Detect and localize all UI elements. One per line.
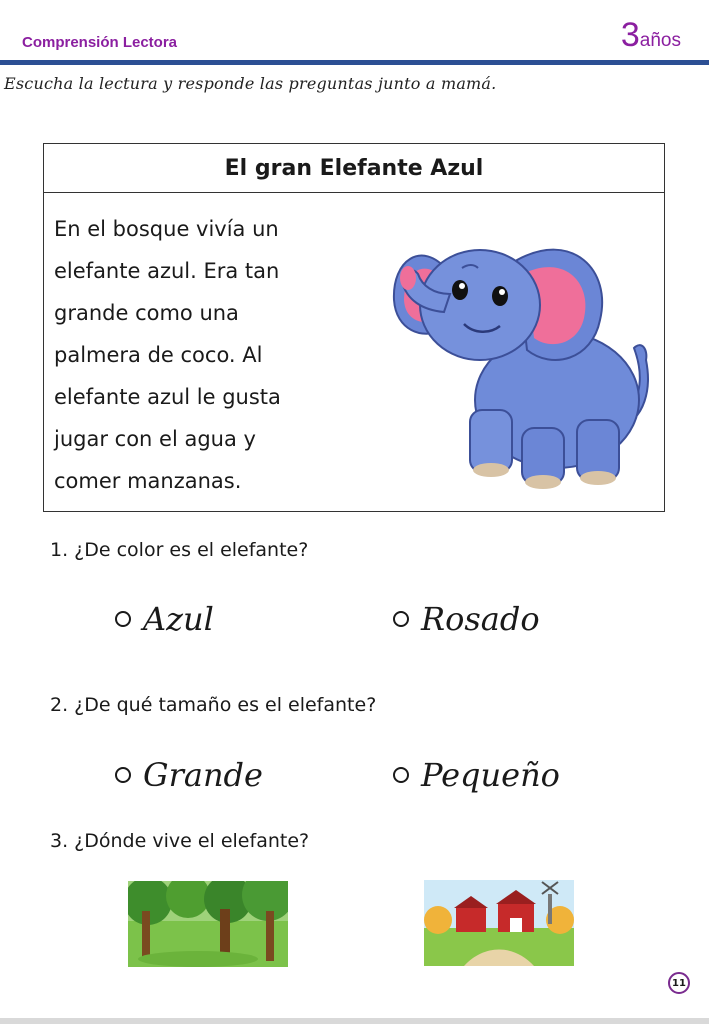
option-azul[interactable]: [115, 600, 214, 638]
page-number: 11: [668, 972, 690, 994]
story-title: El gran Elefante Azul: [224, 155, 484, 181]
story-line: jugar con el agua y: [54, 427, 256, 451]
age-word: años: [639, 30, 681, 51]
option-label: Rosado: [421, 600, 540, 638]
option-label: Pequeño: [421, 756, 560, 794]
footer-divider: [0, 1018, 709, 1024]
question-2: 2. ¿De qué tamaño es el elefante?: [50, 694, 377, 716]
option-label: Azul: [143, 600, 214, 638]
story-box: [43, 143, 665, 512]
story-line: elefante azul. Era tan: [54, 259, 280, 283]
radio-circle[interactable]: [115, 611, 131, 627]
instruction-text: Escucha la lectura y responde las preguntas junto a mamá.: [4, 74, 497, 93]
story-text: [54, 208, 344, 502]
story-line: En el bosque vivía un: [54, 217, 279, 241]
question-1: 1. ¿De color es el elefante?: [50, 539, 309, 561]
story-line: comer manzanas.: [54, 469, 242, 493]
header-title: Comprensión Lectora: [22, 34, 178, 51]
blue-elephant-illustration: [352, 200, 652, 490]
age-badge: [621, 18, 681, 52]
age-number: 3: [620, 16, 640, 54]
forest-picture[interactable]: [128, 881, 288, 967]
option-grande[interactable]: [115, 756, 263, 794]
header-divider: [0, 60, 709, 65]
story-line: grande como una: [54, 301, 239, 325]
question-3: 3. ¿Dónde vive el elefante?: [50, 830, 310, 852]
radio-circle[interactable]: [393, 767, 409, 783]
option-pequeno[interactable]: [393, 756, 560, 794]
option-rosado[interactable]: [393, 600, 540, 638]
radio-circle[interactable]: [393, 611, 409, 627]
story-title-row: [44, 144, 664, 193]
farm-picture[interactable]: [424, 880, 574, 966]
radio-circle[interactable]: [115, 767, 131, 783]
option-label: Grande: [143, 756, 263, 794]
story-line: elefante azul le gusta: [54, 385, 281, 409]
story-line: palmera de coco. Al: [54, 343, 263, 367]
